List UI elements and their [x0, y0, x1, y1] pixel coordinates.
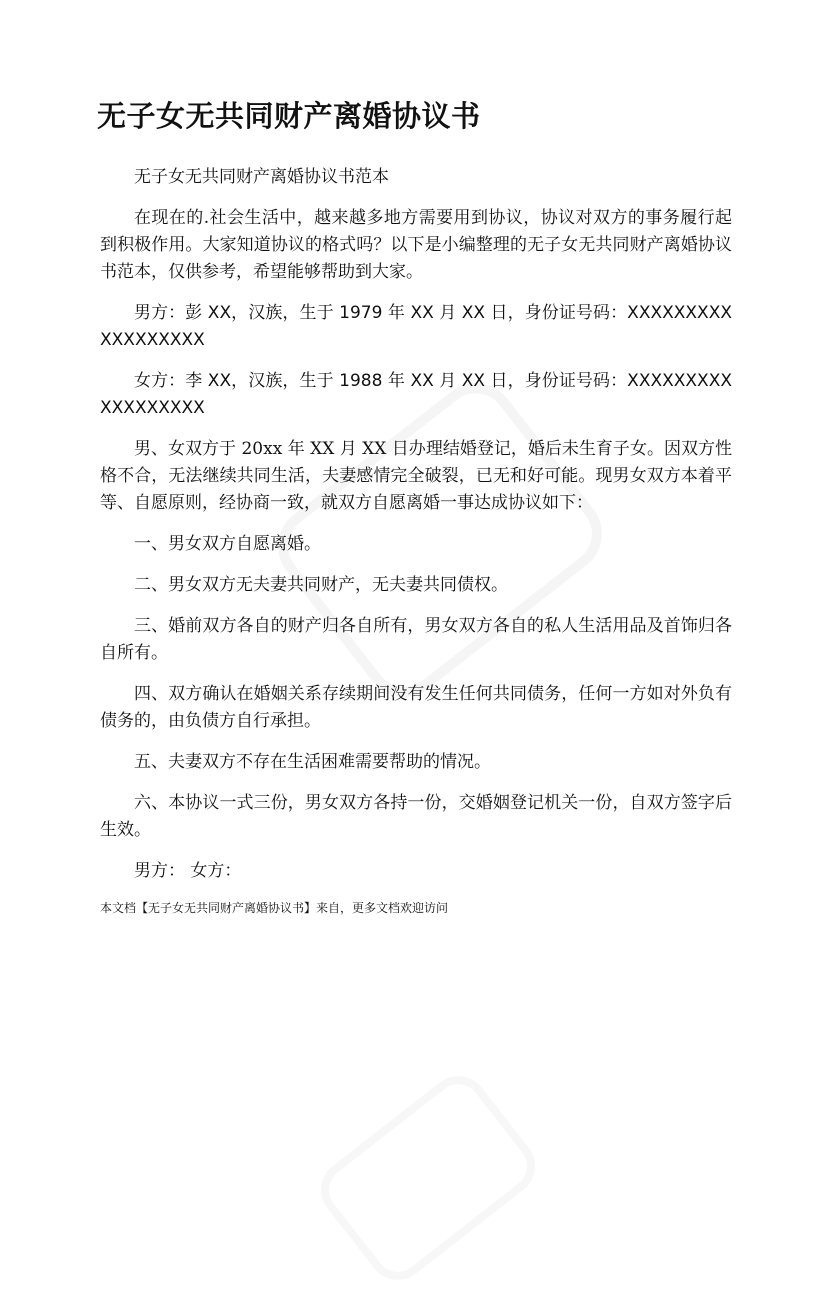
- husband-info-paragraph: 男方：彭 XX，汉族，生于 1979 年 XX 月 XX 日，身份证号码：XXXXXXXXXXXXXXXXXX: [100, 303, 732, 350]
- watermark-logo-bottom: [309, 1064, 547, 1292]
- background-paragraph: 男、女双方于 20xx 年 XX 月 XX 日办理结婚登记，婚后未生育子女。因双方性格不合，无法继续共同生活，夫妻感情完全破裂，已无和好可能。现男女双方本着平等、自愿原则，经协商一致，就双方自愿离婚一事达成协议如下：: [100, 439, 732, 513]
- footer-note: 本文档【无子女无共同财产离婚协议书】来自，更多文档欢迎访问: [100, 901, 449, 915]
- clause-3: 三、婚前双方各自的财产归各自所有，男女双方各自的私人生活用品及首饰归各自所有。: [100, 616, 732, 663]
- document-body: [100, 164, 732, 917]
- document-title: 无子女无共同财产离婚协议书: [97, 99, 481, 133]
- clause-2: 二、男女双方无夫妻共同财产，无夫妻共同债权。: [134, 575, 508, 595]
- clause-4: 四、双方确认在婚姻关系存续期间没有发生任何共同债务，任何一方如对外负有债务的，由负债方自行承担。: [100, 684, 732, 731]
- clause-1: 一、男女双方自愿离婚。: [134, 534, 321, 554]
- clause-5: 五、夫妻双方不存在生活困难需要帮助的情况。: [134, 752, 491, 772]
- clause-6: 六、本协议一式三份，男女双方各持一份，交婚姻登记机关一份，自双方签字后生效。: [100, 793, 732, 840]
- wife-info-paragraph: 女方：李 XX，汉族，生于 1988 年 XX 月 XX 日，身份证号码：XXXXXXXXXXXXXXXXXX: [100, 371, 732, 418]
- signature-line: 男方： 女方：: [134, 861, 242, 881]
- intro-paragraph: 在现在的.社会生活中，越来越多地方需要用到协议，协议对双方的事务履行起到积极作用。大家知道协议的格式吗？以下是小编整理的无子女无共同财产离婚协议书范本，仅供参考，希望能够帮助到大家。: [100, 208, 732, 282]
- subtitle-paragraph: 无子女无共同财产离婚协议书范本: [134, 167, 389, 187]
